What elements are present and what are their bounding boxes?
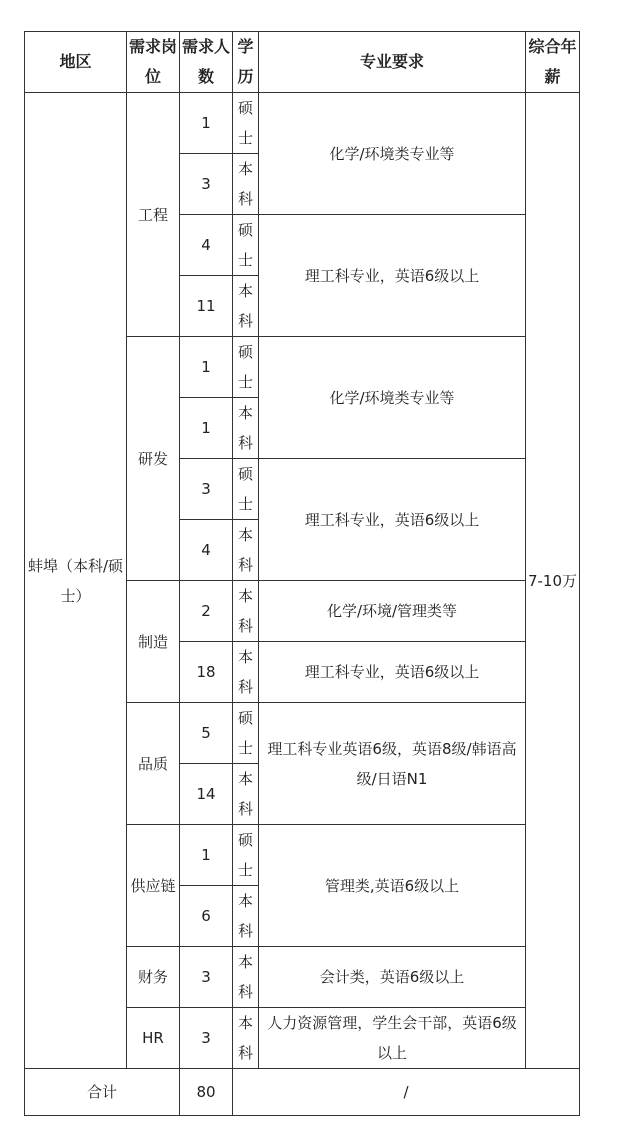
- count-cell: 6: [180, 886, 233, 947]
- count-cell: 4: [180, 215, 233, 276]
- position-cell: 研发: [127, 337, 180, 581]
- count-cell: 1: [180, 825, 233, 886]
- total-note: /: [233, 1069, 580, 1116]
- degree-cell: 本科: [233, 154, 259, 215]
- requirement-cell: 管理类,英语6级以上: [259, 825, 526, 947]
- degree-cell: 本科: [233, 581, 259, 642]
- count-cell: 4: [180, 520, 233, 581]
- header-salary: 综合年薪: [526, 32, 580, 93]
- requirement-cell: 化学/环境类专业等: [259, 93, 526, 215]
- requirement-cell: 会计类，英语6级以上: [259, 947, 526, 1008]
- salary-cell: 7-10万: [526, 93, 580, 1069]
- degree-cell: 硕士: [233, 337, 259, 398]
- count-cell: 1: [180, 337, 233, 398]
- count-cell: 14: [180, 764, 233, 825]
- degree-cell: 本科: [233, 764, 259, 825]
- header-position: 需求岗位: [127, 32, 180, 93]
- count-cell: 3: [180, 1008, 233, 1069]
- requirement-cell: 理工科专业英语6级，英语8级/韩语高级/日语N1: [259, 703, 526, 825]
- table-header-row: [25, 32, 580, 93]
- position-cell: 工程: [127, 93, 180, 337]
- requirement-cell: 理工科专业，英语6级以上: [259, 215, 526, 337]
- total-label: 合计: [25, 1069, 180, 1116]
- header-count: 需求人数: [180, 32, 233, 93]
- count-cell: 1: [180, 398, 233, 459]
- requirement-cell: 理工科专业，英语6级以上: [259, 459, 526, 581]
- count-cell: 18: [180, 642, 233, 703]
- count-cell: 2: [180, 581, 233, 642]
- header-region: 地区: [25, 32, 127, 93]
- degree-cell: 本科: [233, 1008, 259, 1069]
- count-cell: 5: [180, 703, 233, 764]
- position-cell: 品质: [127, 703, 180, 825]
- count-cell: 3: [180, 154, 233, 215]
- table-row: [25, 93, 580, 154]
- header-degree: 学历: [233, 32, 259, 93]
- degree-cell: 本科: [233, 276, 259, 337]
- count-cell: 11: [180, 276, 233, 337]
- requirement-cell: 理工科专业，英语6级以上: [259, 642, 526, 703]
- region-cell: 蚌埠（本科/硕士）: [25, 93, 127, 1069]
- degree-cell: 本科: [233, 642, 259, 703]
- degree-cell: 本科: [233, 398, 259, 459]
- requirement-cell: 化学/环境类专业等: [259, 337, 526, 459]
- total-row: [25, 1069, 580, 1116]
- count-cell: 1: [180, 93, 233, 154]
- requirement-cell: 人力资源管理，学生会干部，英语6级以上: [259, 1008, 526, 1069]
- degree-cell: 硕士: [233, 93, 259, 154]
- requirement-cell: 化学/环境/管理类等: [259, 581, 526, 642]
- position-cell: 财务: [127, 947, 180, 1008]
- degree-cell: 本科: [233, 947, 259, 1008]
- header-major: 专业要求: [259, 32, 526, 93]
- total-count: 80: [180, 1069, 233, 1116]
- position-cell: 供应链: [127, 825, 180, 947]
- position-cell: 制造: [127, 581, 180, 703]
- degree-cell: 硕士: [233, 459, 259, 520]
- degree-cell: 硕士: [233, 825, 259, 886]
- count-cell: 3: [180, 459, 233, 520]
- count-cell: 3: [180, 947, 233, 1008]
- degree-cell: 本科: [233, 886, 259, 947]
- recruitment-table: [24, 31, 580, 1116]
- degree-cell: 本科: [233, 520, 259, 581]
- degree-cell: 硕士: [233, 215, 259, 276]
- degree-cell: 硕士: [233, 703, 259, 764]
- position-cell: HR: [127, 1008, 180, 1069]
